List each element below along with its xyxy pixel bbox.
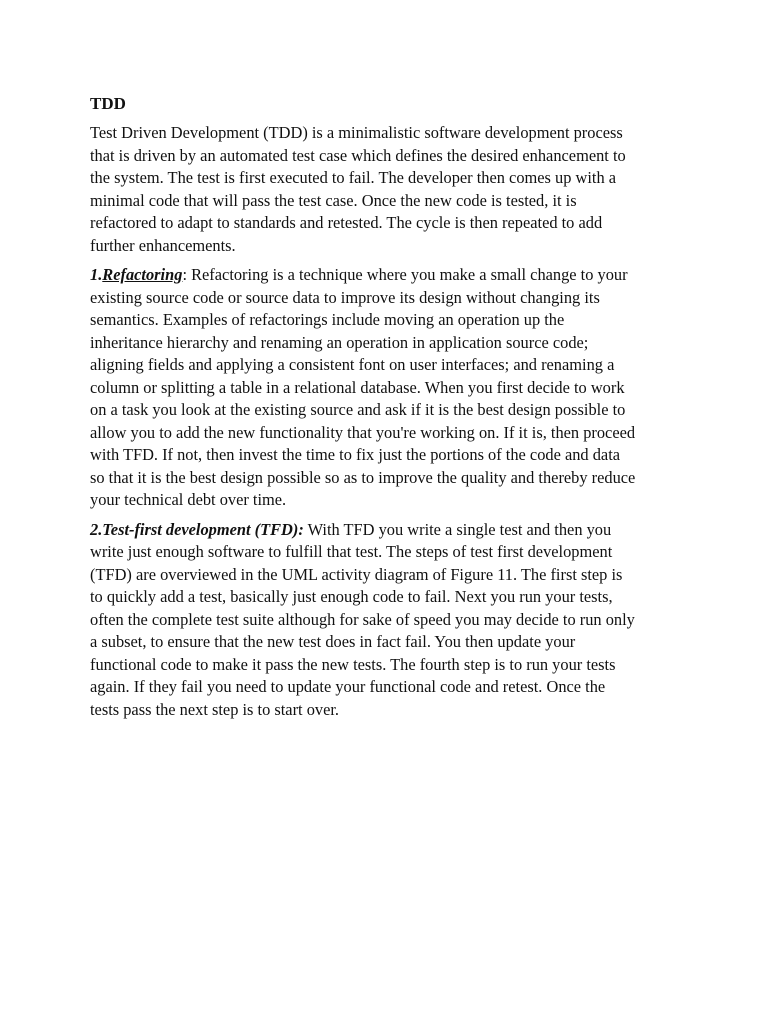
document-page <box>90 93 690 728</box>
tfd-line: often the complete test suite although for sake of speed you may decide to run only <box>90 609 635 629</box>
intro-line: further enhancements. <box>90 235 236 255</box>
tfd-line: write just enough software to fulfill that test. The steps of test first development <box>90 542 613 561</box>
tfd-line: a subset, to ensure that the new test does in fact fail. You then update your <box>90 632 576 651</box>
tfd-first-line-text: With TFD you write a single test and then you <box>303 519 612 539</box>
refactoring-number: 1. <box>90 265 103 284</box>
refactoring-paragraph <box>90 264 690 512</box>
intro-paragraph <box>90 122 690 257</box>
intro-line: that is driven by an automated test case which defines the desired enhancement to <box>90 145 626 165</box>
intro-line: minimal code that will pass the test case. Once the new code is tested, it is <box>90 190 577 210</box>
tfd-term-label: Test-first development (TFD): <box>102 519 304 539</box>
refactoring-line: with TFD. If not, then invest the time to fix just the portions of the code and data <box>90 445 621 464</box>
tfd-number: 2. <box>90 519 103 539</box>
refactoring-line: on a task you look at the existing source and ask if it is the best design possible to <box>90 400 626 419</box>
tfd-first-line <box>90 519 690 542</box>
refactoring-line: semantics. Examples of refactorings include moving an operation up the <box>90 310 565 329</box>
tfd-paragraph <box>90 519 690 722</box>
tfd-line: tests pass the next step is to start over. <box>90 699 340 719</box>
refactoring-first-line-text: Refactoring is a technique where you make a small change to your <box>187 265 628 284</box>
tfd-line: functional code to make it pass the new tests. The fourth step is to run your tests <box>90 654 616 674</box>
refactoring-line: so that it is the best design possible so as to improve the quality and thereby reduce <box>90 467 636 487</box>
tfd-line: (TFD) are overviewed in the UML activity diagram of Figure 11. The first step is <box>90 564 623 584</box>
intro-line: Test Driven Development (TDD) is a minimalistic software development process <box>90 123 623 142</box>
intro-line: refactored to adapt to standards and retested. The cycle is then repeated to add <box>90 213 603 232</box>
refactoring-term-label: Refactoring <box>102 265 183 284</box>
refactoring-line: existing source code or source data to improve its design without changing its <box>90 287 600 307</box>
refactoring-first-line <box>90 264 690 287</box>
tfd-line: again. If they fail you need to update your functional code and retest. Once the <box>90 677 606 696</box>
refactoring-line: column or splitting a table in a relational database. When you first decide to work <box>90 377 625 397</box>
refactoring-line: your technical debt over time. <box>90 490 287 509</box>
refactoring-line: aligning fields and applying a consistent font on user interfaces; and renaming a <box>90 355 615 374</box>
tfd-term <box>90 520 304 539</box>
refactoring-line: allow you to add the new functionality that you're working on. If it is, then proceed <box>90 422 636 442</box>
intro-line: the system. The test is first executed to fail. The developer then comes up with a <box>90 168 617 187</box>
refactoring-colon: : <box>182 265 187 284</box>
tfd-line: to quickly add a test, basically just enough code to fail. Next you run your tests, <box>90 587 613 606</box>
refactoring-term <box>90 265 182 284</box>
document-heading: TDD <box>90 94 126 113</box>
refactoring-line: inheritance hierarchy and renaming an operation in application source code; <box>90 332 589 352</box>
